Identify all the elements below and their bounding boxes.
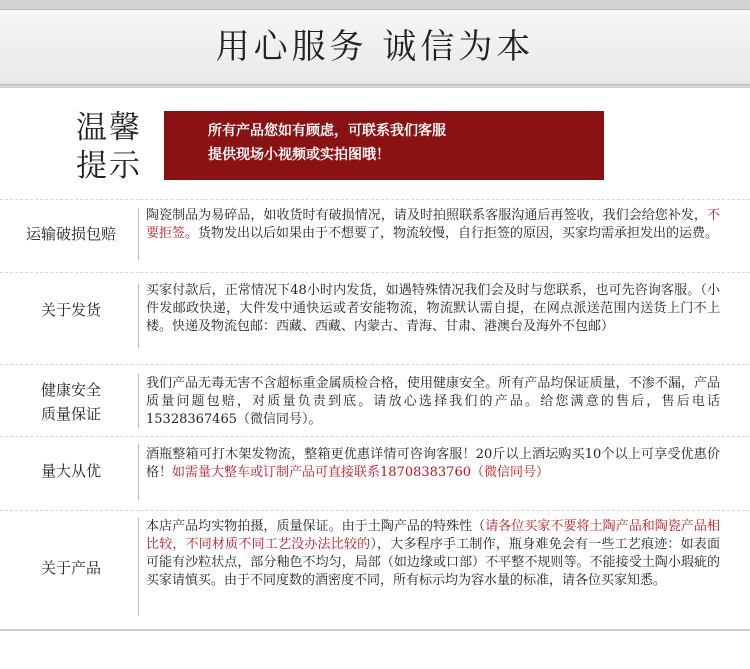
tip-label-line2: 提示 [76, 148, 142, 184]
row-separator [138, 518, 139, 616]
header-banner-panel [0, 9, 750, 85]
divider [0, 199, 750, 200]
tip-line-1: 所有产品您如有顾虑，可联系我们客服 [208, 123, 446, 139]
row-label: 运输破损包赔 [25, 225, 116, 243]
tip-line-2: 提供现场小视频或实拍图哦！ [208, 147, 390, 163]
divider [0, 436, 750, 437]
row-separator [138, 444, 139, 500]
row-label-line1: 健康安全 [40, 381, 101, 399]
page-title: 用心服务 诚信为本 [215, 27, 535, 67]
row-text: 买家付款后，正常情况下48小时内发货，如遇特殊情况我们会及时与您联系，也可先咨询客服。（小件发邮政快递，大件发中通快运或者安能物流，物流默认需自提，在网点派送范围内送货上门不上楼。快递及物流包邮：西藏、西藏、内蒙古、青海、甘肃、港澳台及海外不包邮） [146, 283, 720, 334]
row-label: 关于发货 [40, 301, 101, 319]
row-separator [138, 284, 139, 348]
row-text: 本店产品均实物拍摄，质量保证。由于土陶产品的特殊性（请各位买家不要将土陶产品和陶瓷产品相比较，不同材质不同工艺没办法比较的），大多程序手工制作，瓶身难免会有一些工艺痕迹：如表面可能有沙粒状点，部分釉色不均匀，局部（如边缘或口部）不平整不规则等。不能接受土陶小瑕疵的买家请慎买。由于不同度数的酒密度不同，所有标示均为容水量的标准，请各位买家知悉。 [146, 519, 720, 588]
row-separator [138, 374, 139, 428]
bottom-divider [0, 629, 750, 631]
red-highlight: 请各位买家不要将土陶产品和陶瓷产品相比较，不同材质不同工艺没办法比较的 [146, 519, 720, 552]
tip-label-line1: 温馨 [76, 110, 142, 146]
divider [0, 364, 750, 365]
row-text: 酒瓶整箱可打木架发物流，整箱更优惠详情可咨询客服！20斤以上酒坛购买10个以上可享受优惠价格！如需量大整车或订制产品可直接联系18708383760（微信同号） [146, 447, 720, 480]
tip-label [76, 109, 146, 185]
row-text: 陶瓷制品为易碎品，如收货时有破损情况，请及时拍照联系客服沟通后再签收，我们会给您补发，不要拒签。货物发出以后如果由于不想要了，物流较慢，自行拒签的原因，买家均需承担发出的运费。 [146, 208, 720, 241]
row-text: 我们产品无毒无害不含超标重金属质检合格，使用健康安全。所有产品均保证质量，不渗不漏，产品质量问题包赔，对质量负责到底。请放心选择我们的产品。给您满意的售后，售后电话15328367465（微信同号）。 [146, 376, 720, 427]
row-label [10, 378, 132, 426]
red-highlight: 如需量大整车或订制产品可直接联系18708383760（微信同号） [172, 465, 549, 480]
row-label: 量大从优 [40, 462, 101, 480]
divider [0, 510, 750, 511]
row-label-line2: 质量保证 [40, 405, 101, 423]
row-separator [138, 208, 139, 260]
header-banner [0, 0, 750, 88]
row-label: 关于产品 [40, 559, 101, 577]
tip-notice-box [164, 111, 604, 180]
red-highlight: 不要拒签 [146, 208, 720, 241]
divider [0, 272, 750, 273]
